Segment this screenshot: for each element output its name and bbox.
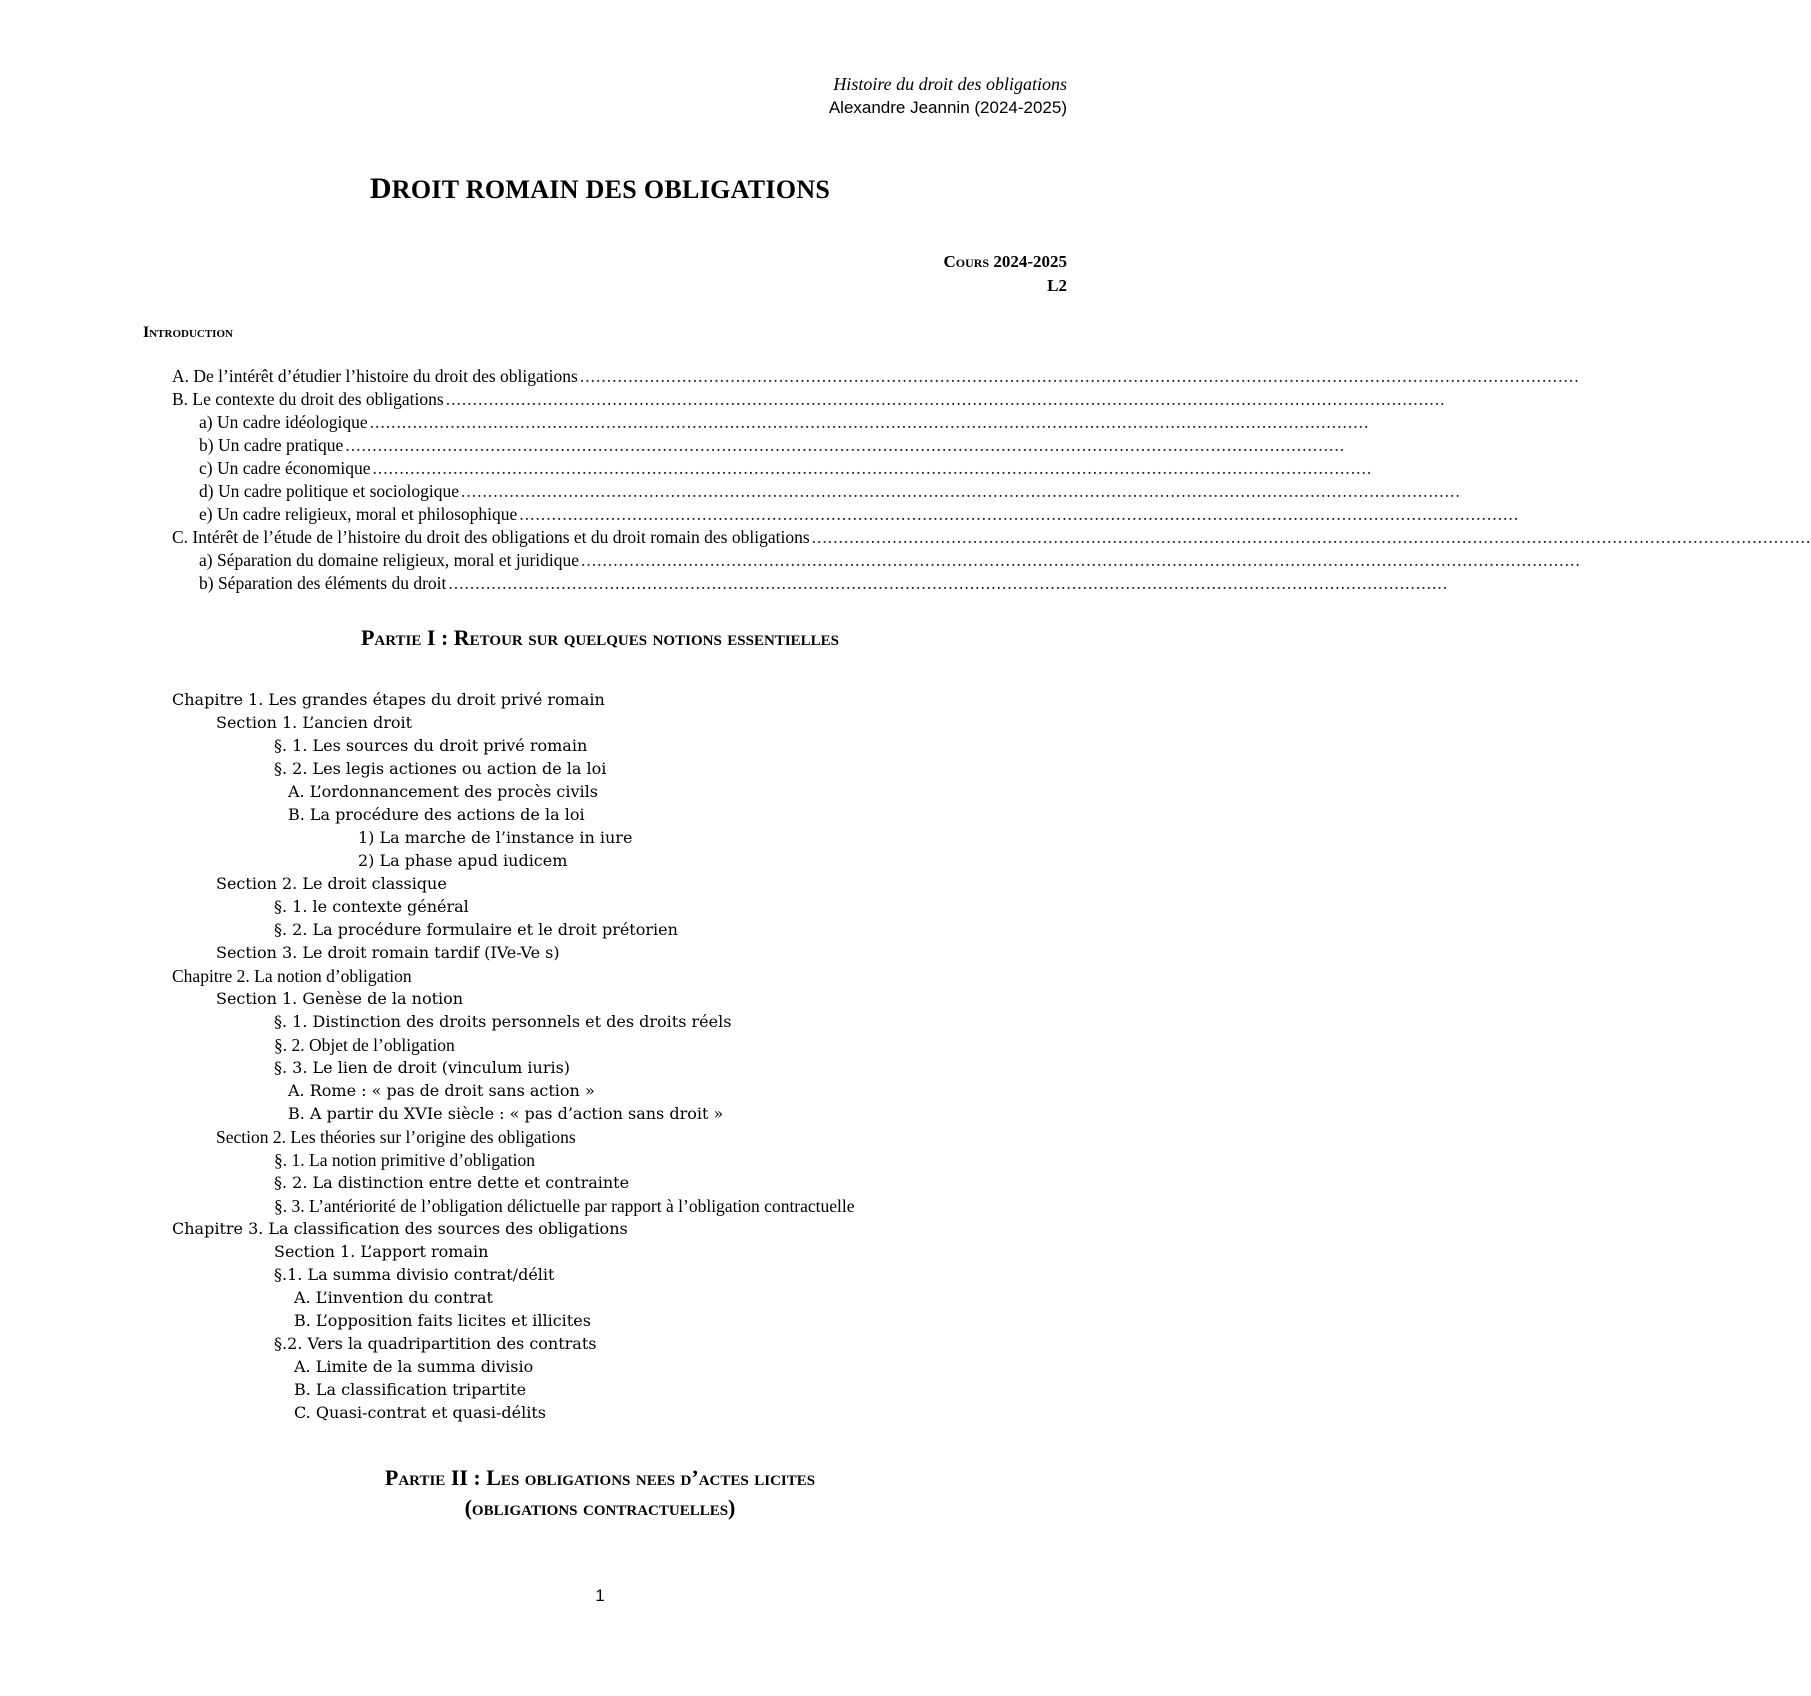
course-year: Cours 2024-2025 [943, 252, 1067, 271]
course-info [943, 250, 1067, 298]
toc-leader-dots: .......................................................................................................................................................................................... [579, 366, 1580, 386]
toc-leader-dots: .......................................................................................................................................................................................... [445, 389, 1446, 409]
plan-paragraph: §. 2. Objet de l’obligation [274, 1035, 455, 1055]
toc-entry [172, 389, 1446, 412]
plan-section: Section 2. Les théories sur l’origine des obligations [216, 1127, 576, 1147]
partie-2-heading-line1: Partie II : Les obligations nees d’actes licites [384, 1465, 816, 1490]
document-title [0, 172, 1200, 206]
plan-paragraph: §. 2. La procédure formulaire et le droit prétorien [274, 920, 678, 939]
plan-subpoint: B. L’opposition faits licites et illicites [294, 1311, 591, 1330]
page-number: 1 [595, 1586, 605, 1605]
plan-subsubpoint: 1) La marche de l’instance in iure [358, 828, 633, 847]
plan-paragraph: §. 1. Distinction des droits personnels et des droits réels [274, 1012, 732, 1031]
toc-entry-label: b) Séparation des éléments du droit [199, 573, 447, 593]
plan-paragraph: §. 1. Les sources du droit privé romain [274, 736, 588, 755]
plan-subpoint: A. L’ordonnancement des procès civils [288, 782, 598, 801]
plan-paragraph: §. 2. La distinction entre dette et contrainte [274, 1173, 630, 1192]
plan-paragraph: §.1. La summa divisio contrat/délit [274, 1265, 555, 1284]
title-first-letter: D [369, 172, 392, 205]
toc-leader-dots: .......................................................................................................................................................................................... [461, 481, 1461, 501]
toc-leader-dots: .......................................................................................................................................................................................... [811, 527, 1811, 547]
toc-entry [199, 550, 1581, 573]
plan-subpoint: A. Rome : « pas de droit sans action » [288, 1081, 595, 1100]
toc-entry-label: C. Intérêt de l’étude de l’histoire du droit des obligations et du droit romain des obligations [172, 527, 810, 547]
toc-entry [199, 458, 1373, 481]
header-author-year: Alexandre Jeannin (2024-2025) [828, 98, 1067, 117]
toc-leader-dots: .......................................................................................................................................................................................... [372, 458, 1373, 478]
plan-paragraph: §. 1. le contexte général [274, 897, 469, 916]
partie-1-heading: Partie I : Retour sur quelques notions essentielles [360, 625, 840, 650]
toc-entry-label: c) Un cadre économique [199, 458, 371, 478]
toc-entry [172, 527, 1811, 550]
toc-entry-label: a) Séparation du domaine religieux, moral et juridique [199, 550, 580, 570]
plan-section: Section 3. Le droit romain tardif (IVe-Ve s) [216, 943, 560, 962]
plan-subpoint: A. Limite de la summa divisio [294, 1357, 534, 1376]
plan-subpoint: B. A partir du XVIe siècle : « pas d’action sans droit » [288, 1104, 724, 1123]
toc-leader-dots: .......................................................................................................................................................................................... [519, 504, 1520, 524]
plan-paragraph: §. 1. La notion primitive d’obligation [274, 1150, 536, 1170]
plan-subsubpoint: 2) La phase apud iudicem [358, 851, 568, 870]
toc-entry-label: b) Un cadre pratique [199, 435, 344, 455]
plan-subpoint: A. L’invention du contrat [294, 1288, 493, 1307]
toc-entry-label: d) Un cadre politique et sociologique [199, 481, 459, 501]
toc-entry [199, 435, 1346, 458]
toc-entry-label: B. Le contexte du droit des obligations [172, 389, 444, 409]
intro-heading: Introduction [143, 324, 233, 341]
plan-section: Section 1. L’apport romain [274, 1242, 489, 1261]
plan-paragraph: §. 3. L’antériorité de l’obligation délictuelle par rapport à l’obligation contractuelle [274, 1196, 855, 1216]
toc-entry [199, 504, 1520, 527]
toc-leader-dots: .......................................................................................................................................................................................... [369, 412, 1370, 432]
header-course-title: Histoire du droit des obligations [833, 74, 1067, 94]
plan-subpoint: B. La classification tripartite [294, 1380, 527, 1399]
plan-section: Section 1. Genèse de la notion [216, 989, 464, 1008]
toc-entry [199, 573, 1449, 596]
toc-leader-dots: .......................................................................................................................................................................................... [345, 435, 1346, 455]
toc-leader-dots: .......................................................................................................................................................................................... [581, 550, 1581, 570]
plan-subpoint: B. La procédure des actions de la loi [288, 805, 585, 824]
plan-chapter: Chapitre 1. Les grandes étapes du droit privé romain [172, 690, 605, 709]
toc-entry-label: e) Un cadre religieux, moral et philosophique [199, 504, 518, 524]
plan-chapter: Chapitre 3. La classification des sources des obligations [172, 1219, 628, 1238]
plan-paragraph: §. 3. Le lien de droit (vinculum iuris) [274, 1058, 571, 1077]
toc-entry [199, 481, 1461, 504]
toc-entry-label: a) Un cadre idéologique [199, 412, 368, 432]
toc-leader-dots: .......................................................................................................................................................................................... [448, 573, 1449, 593]
course-level: L2 [1047, 276, 1067, 295]
partie-2-heading-line2: (obligations contractuelles) [464, 1495, 736, 1520]
toc-entry [199, 412, 1370, 435]
plan-section: Section 2. Le droit classique [216, 874, 447, 893]
plan-section: Section 1. L’ancien droit [216, 713, 413, 732]
title-rest: ROIT ROMAIN DES OBLIGATIONS [391, 175, 831, 204]
plan-subpoint: C. Quasi-contrat et quasi-délits [294, 1403, 546, 1422]
toc-entry [172, 366, 1580, 389]
toc-entry-label: A. De l’intérêt d’étudier l’histoire du droit des obligations [172, 366, 578, 386]
plan-paragraph: §.2. Vers la quadripartition des contrats [274, 1334, 597, 1353]
plan-paragraph: §. 2. Les legis actiones ou action de la loi [274, 759, 607, 778]
plan-chapter: Chapitre 2. La notion d’obligation [172, 966, 412, 986]
